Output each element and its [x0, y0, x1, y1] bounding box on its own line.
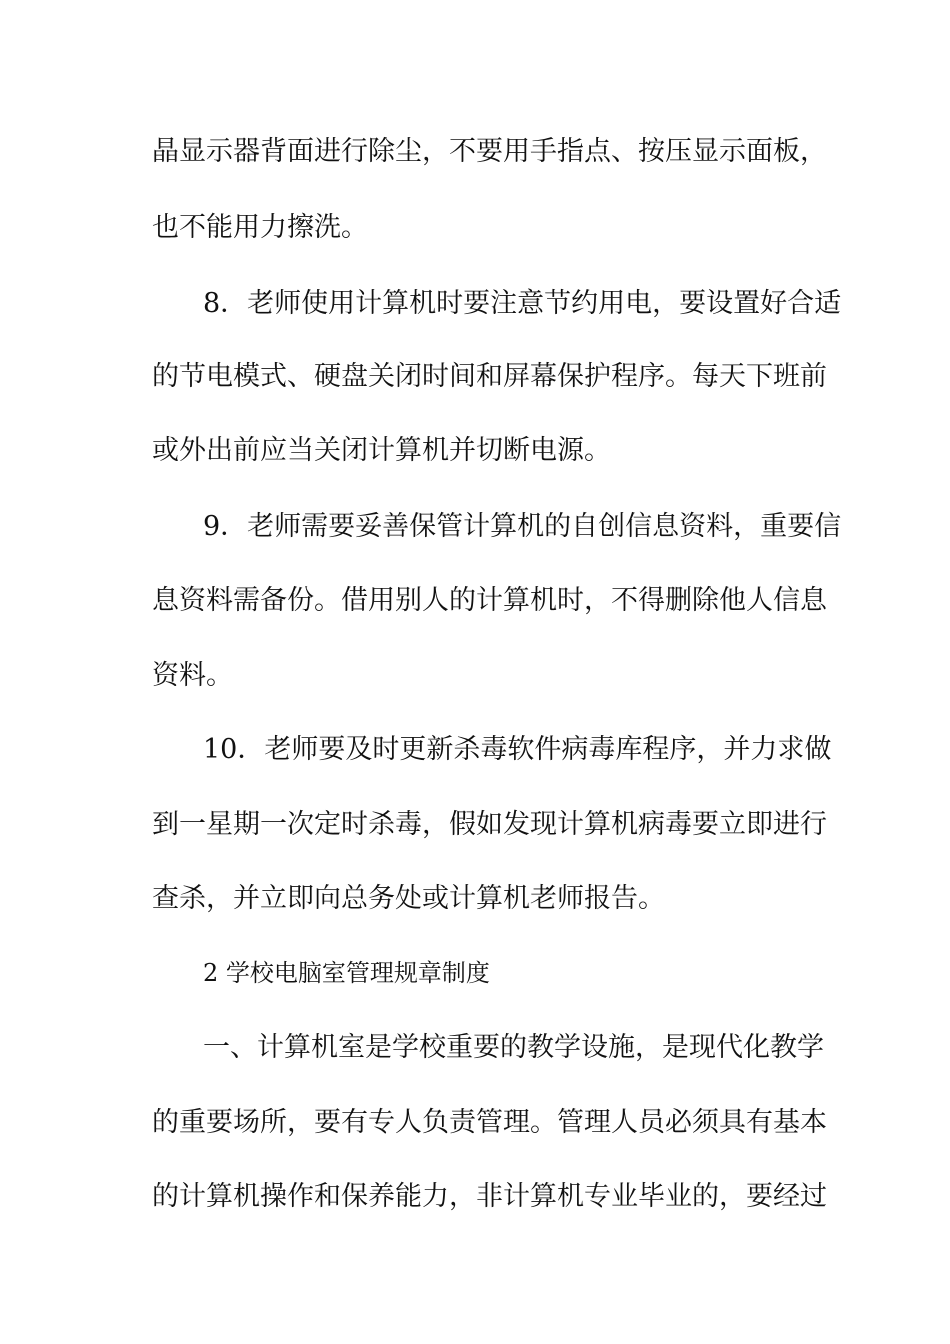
section-heading: 2 学校电脑室管理规章制度 [203, 959, 490, 987]
paragraph-line: 的节电模式、硬盘关闭时间和屏幕保护程序。每天下班前 [152, 361, 827, 392]
paragraph-line: 的重要场所，要有专人负责管理。管理人员必须具有基本 [152, 1107, 827, 1138]
paragraph-line: 资料。 [152, 660, 233, 691]
paragraph-line: 8．老师使用计算机时要注意节约用电，要设置好合适 [203, 288, 842, 319]
paragraph-line: 也不能用力擦洗。 [152, 212, 368, 243]
paragraph-line: 查杀，并立即向总务处或计算机老师报告。 [152, 883, 665, 914]
paragraph-line: 到一星期一次定时杀毒，假如发现计算机病毒要立即进行 [152, 809, 827, 840]
paragraph-line: 的计算机操作和保养能力，非计算机专业毕业的，要经过 [152, 1181, 827, 1212]
paragraph-line: 一、计算机室是学校重要的教学设施，是现代化教学 [203, 1032, 824, 1063]
paragraph-line: 9．老师需要妥善保管计算机的自创信息资料，重要信 [203, 511, 842, 542]
paragraph-line: 10．老师要及时更新杀毒软件病毒库程序，并力求做 [203, 734, 832, 765]
paragraph-line: 晶显示器背面进行除尘，不要用手指点、按压显示面板， [152, 136, 827, 167]
paragraph-line: 息资料需备份。借用别人的计算机时，不得删除他人信息 [152, 585, 827, 616]
paragraph-line: 或外出前应当关闭计算机并切断电源。 [152, 435, 611, 466]
